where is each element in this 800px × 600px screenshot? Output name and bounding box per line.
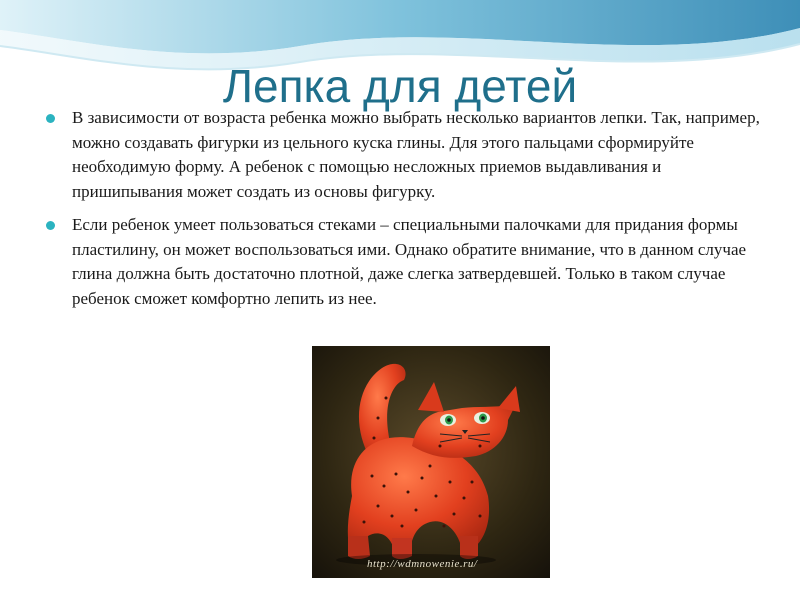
bullet-list bbox=[44, 106, 760, 320]
bullet-text: Если ребенок умеет пользоваться стеками – специальными палочками для придания формы пластилину, он может воспользоваться ими. Однако обратите внимание, что в данном случае глина должна быть достаточно плотной, даже слегка затвердевшей. Только в таком случае ребенок сможет комфортно лепить из нее. bbox=[72, 215, 747, 308]
bullet-text: В зависимости от возраста ребенка можно выбрать несколько вариантов лепки. Так, например, можно создавать фигурки из цельного куска глины. Для этого пальцами сформируйте необходимую форму. А ребенок с помощью несложных приемов выдавливания и пришипывания может создать из основы фигурку. bbox=[72, 108, 760, 201]
bullet-dot-icon bbox=[46, 221, 55, 230]
bullet-item bbox=[44, 106, 760, 204]
photo-watermark: http://wdmnowenie.ru/ bbox=[367, 558, 478, 570]
clay-cat-photo bbox=[312, 346, 550, 578]
slide-title: Лепка для детей bbox=[222, 60, 578, 112]
bullet-dot-icon bbox=[46, 114, 55, 123]
bullet-item bbox=[44, 213, 760, 311]
clay-cat-illustration bbox=[312, 346, 550, 578]
